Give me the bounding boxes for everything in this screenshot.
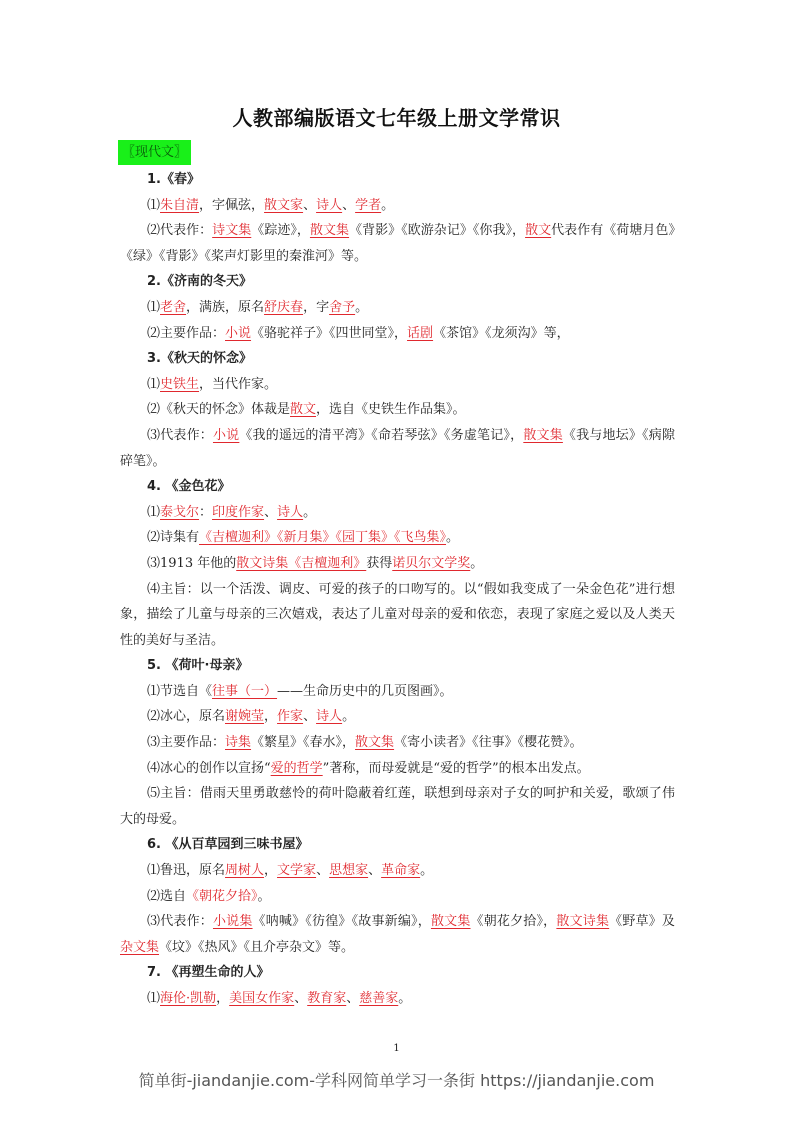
footer-watermark: 简单街-jiandanjie.com-学科网简单学习一条街 https://jiandanjie.com — [138, 1071, 655, 1090]
text-segment: ⑴节选自《 — [147, 683, 213, 699]
text-segment: ⑵主要作品： — [147, 325, 226, 341]
page-title: 人教部编版语文七年级上册文学常识 — [232, 106, 561, 130]
text-segment: 《呐喊》《彷徨》《故事新编》， — [252, 914, 431, 930]
text-segment: ⑴ — [147, 197, 161, 213]
text-segment: 。 — [303, 504, 317, 520]
item-line — [120, 423, 675, 474]
text-segment: 《骆驼祥子》《四世同堂》， — [251, 325, 408, 341]
highlighted-term: 海伦·凯勒 — [160, 991, 217, 1006]
highlighted-term: 思想家 — [329, 863, 369, 879]
highlighted-term: 革命家 — [381, 863, 421, 879]
highlighted-term: 老舍 — [160, 299, 187, 315]
section-tag-modern-prose: 〖现代文〗 — [118, 140, 191, 165]
text-segment: 。 — [470, 555, 484, 571]
highlighted-term: 散文 — [525, 223, 552, 239]
item-line — [120, 909, 675, 960]
item-heading: 3.《秋天的怀念》 — [147, 351, 252, 367]
text-segment: 。 — [381, 197, 395, 213]
highlighted-term: 散文集 — [430, 914, 471, 930]
text-segment: 、 — [303, 197, 317, 213]
item-line — [120, 525, 675, 551]
text-segment: ⑵选自 — [147, 888, 187, 904]
item-line — [120, 295, 675, 321]
red-term: 《朝花夕拾》 — [186, 888, 258, 904]
text-segment: ⑴ — [147, 504, 161, 520]
text-segment: ，当代作家。 — [199, 376, 278, 392]
text-segment: ， — [264, 709, 278, 725]
text-segment: ⑵代表作： — [147, 223, 213, 239]
item-line — [120, 858, 675, 884]
highlighted-term: 杂文集 — [120, 939, 160, 955]
text-segment: ⑵诗集有 — [147, 530, 200, 546]
item-line — [120, 193, 675, 219]
text-segment: ： — [199, 504, 213, 520]
item-line — [120, 551, 675, 577]
text-segment: 《踪迹》， — [251, 223, 310, 239]
text-segment: 。 — [355, 299, 369, 315]
page-number: 1 — [393, 1043, 400, 1054]
item-heading: 1.《春》 — [147, 172, 200, 187]
item-line — [120, 397, 675, 423]
text-segment: 、 — [368, 863, 382, 879]
item-line — [120, 500, 675, 526]
highlighted-term: 散文集 — [309, 223, 350, 239]
text-segment: ， — [264, 863, 278, 879]
text-segment: ——生命历史中的几页图画》。 — [277, 683, 453, 699]
highlighted-term: 诗人 — [316, 197, 343, 213]
text-segment: 、 — [342, 197, 356, 213]
item-heading: 4. 《金色花》 — [147, 479, 231, 495]
item-line — [120, 781, 675, 832]
text-segment: ⑵《秋天的怀念》体裁是 — [147, 402, 291, 418]
highlighted-term: 谢婉莹 — [225, 709, 265, 725]
text-segment: 《寄小读者》《往事》《樱花赞》。 — [394, 735, 583, 751]
text-segment: 。 — [342, 709, 356, 725]
highlighted-term: 散文集 — [523, 427, 563, 443]
text-segment: ⑷主旨：以一个活泼、调皮、可爱的孩子的口吻写的。以“假如我变成了一朵金色花”进行想象，描绘了儿童与母亲的三次嬉戏，表达了儿童对母亲的爱和依恋，表现了家庭之爱以及人类天性的美好与圣洁。 — [120, 581, 675, 648]
highlighted-term: 作家 — [277, 709, 304, 725]
highlighted-term: 印度作家 — [212, 504, 265, 520]
text-segment: 获得 — [366, 555, 393, 571]
highlighted-term: 散文诗集《吉檀迦利》 — [236, 555, 367, 571]
text-segment: 《我与地坛》《病隙碎笔》。 — [120, 427, 675, 469]
text-segment: 、 — [303, 709, 317, 725]
text-segment: ，字 — [303, 299, 330, 315]
highlighted-term: 慈善家 — [359, 991, 399, 1006]
item-heading: 6. 《从百草园到三味书屋》 — [147, 837, 309, 853]
text-segment: ⑴ — [147, 376, 161, 392]
text-segment: ⑴ — [147, 991, 161, 1006]
item-line — [120, 679, 675, 705]
highlighted-term: 诗人 — [316, 709, 343, 725]
text-segment: 、 — [294, 991, 308, 1006]
text-segment: ”著称，而母爱就是“爱的哲学”的根本出发点。 — [322, 760, 590, 776]
text-segment: 代表作有《荷塘月色》《绿》《背影》《桨声灯影里的秦淮河》等。 — [120, 223, 675, 264]
item-line — [120, 321, 675, 347]
text-segment: ，选自《史铁生作品集》。 — [316, 402, 466, 418]
text-segment: ⑶1913 年他的 — [147, 555, 237, 571]
text-segment: 《背影》《欧游杂记》《你我》， — [349, 223, 526, 239]
text-segment: ⑴ — [147, 299, 161, 315]
item-line — [120, 577, 675, 654]
text-segment: ⑶代表作： — [147, 427, 213, 443]
item-line — [120, 372, 675, 398]
highlighted-term: 诗人 — [277, 504, 304, 520]
highlighted-term: 诗文集 — [212, 223, 252, 239]
highlighted-term: 舒庆春 — [264, 299, 304, 315]
highlighted-term: 诗集 — [225, 735, 252, 751]
highlighted-term: 美国女作家 — [229, 991, 295, 1006]
highlighted-term: 舍予 — [329, 299, 356, 315]
highlighted-term: 小说 — [225, 325, 252, 341]
highlighted-term: 周树人 — [225, 863, 265, 879]
text-segment: ，满族，原名 — [186, 299, 265, 315]
text-segment: 、 — [346, 991, 360, 1006]
text-segment: 、 — [316, 863, 330, 879]
item-line — [120, 730, 675, 756]
highlighted-term: 诺贝尔文学奖 — [392, 555, 471, 571]
highlighted-term: 教育家 — [307, 991, 347, 1006]
highlighted-term: 爱的哲学 — [270, 760, 323, 776]
text-segment: 《繁星》《春水》， — [251, 735, 356, 751]
item-line — [120, 704, 675, 730]
item-heading: 7. 《再塑生命的人》 — [147, 965, 270, 981]
text-segment: 、 — [264, 504, 278, 520]
text-segment: ⑴鲁迅，原名 — [147, 863, 226, 879]
text-segment: 《坟》《热风》《且介亭杂文》等。 — [159, 939, 355, 955]
highlighted-term: 《吉檀迦利》《新月集》《园丁集》《飞鸟集》 — [199, 530, 447, 546]
highlighted-term: 朱自清 — [160, 197, 200, 213]
item-heading: 2.《济南的冬天》 — [147, 274, 252, 290]
text-segment: 。 — [446, 530, 460, 546]
highlighted-term: 散文诗集 — [556, 914, 610, 930]
text-segment: ，字佩弦， — [199, 197, 265, 213]
item-line — [120, 218, 675, 269]
text-segment: ⑸主旨：借雨天里勇敢慈怜的荷叶隐蔽着红莲，联想到母亲对子女的呵护和关爱，歌颂了伟大的母爱。 — [120, 786, 675, 827]
item-line — [120, 756, 675, 782]
highlighted-term: 散文 — [290, 402, 317, 418]
highlighted-term: 小说 — [212, 427, 240, 443]
text-segment: ⑵冰心，原名 — [147, 709, 226, 725]
text-segment: 《朝花夕拾》， — [470, 914, 557, 930]
content-body — [120, 167, 675, 1012]
text-segment: 。 — [398, 991, 412, 1006]
text-segment: ⑷冰心的创作以宣扬“ — [147, 760, 271, 776]
highlighted-term: 学者 — [355, 197, 382, 213]
text-segment: ⑶代表作： — [147, 914, 213, 930]
text-segment: 《茶馆》《龙须沟》等， — [433, 325, 570, 341]
item-line — [120, 884, 675, 910]
text-segment: ⑶主要作品： — [147, 735, 226, 751]
item-line — [120, 986, 675, 1012]
highlighted-term: 史铁生 — [160, 376, 200, 392]
highlighted-term: 往事（一） — [212, 683, 278, 699]
item-heading: 5. 《荷叶·母亲》 — [147, 658, 249, 674]
text-segment: 《野草》及 — [609, 914, 675, 930]
text-segment: 《我的遥远的清平湾》《命若琴弦》《务虚笔记》， — [239, 427, 524, 443]
highlighted-term: 泰戈尔 — [160, 504, 200, 520]
highlighted-term: 散文集 — [355, 735, 395, 751]
highlighted-term: 散文家 — [264, 197, 304, 213]
highlighted-term: 文学家 — [277, 863, 317, 879]
text-segment: ， — [216, 991, 230, 1006]
highlighted-term: 话剧 — [407, 325, 434, 341]
highlighted-term: 小说集 — [212, 914, 253, 930]
text-segment: 。 — [257, 888, 271, 904]
text-segment: 。 — [420, 863, 434, 879]
